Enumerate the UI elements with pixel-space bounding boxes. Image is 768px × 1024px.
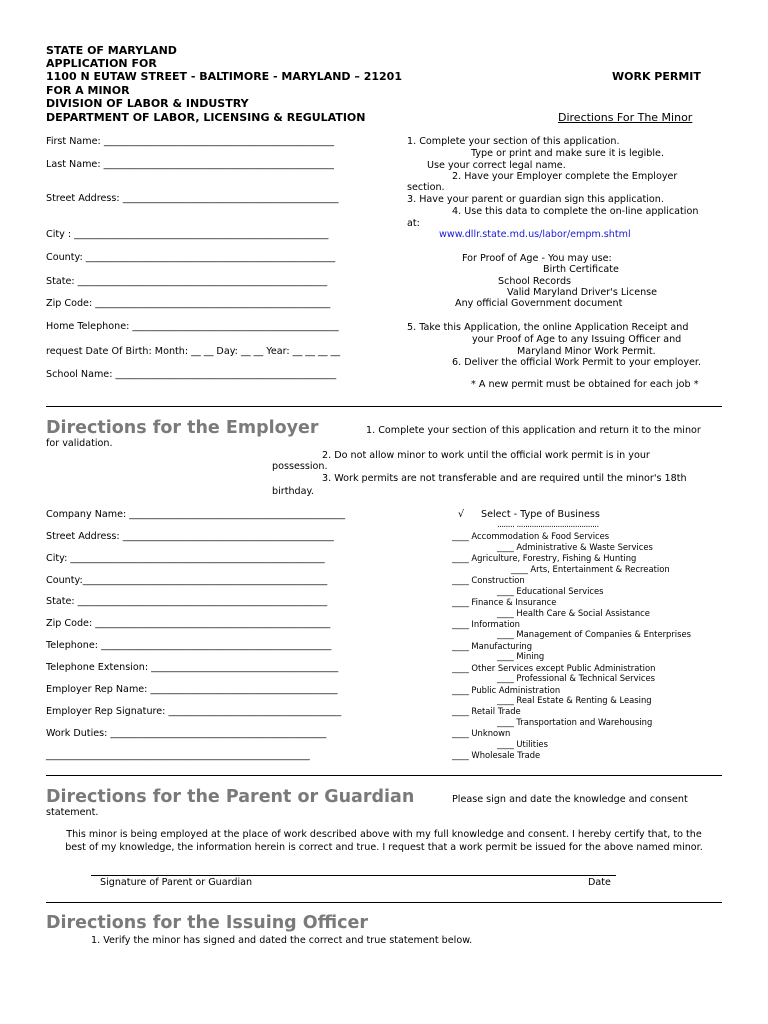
employer-rep-signature-field[interactable]: Employer Rep Signature: ____________________________________ [46, 706, 342, 717]
minor-zip-field[interactable]: Zip Code: _________________________________________________ [46, 298, 331, 309]
minor-step-1: 1. Complete your section of this application. [407, 136, 620, 147]
section-divider [46, 902, 722, 903]
section-divider [46, 406, 722, 407]
minor-step-1c: Use your correct legal name. [427, 160, 566, 171]
employer-state-field[interactable]: State: ____________________________________________________ [46, 596, 328, 607]
online-application-link[interactable]: www.dllr.state.md.us/labor/empm.shtml [439, 229, 631, 240]
minor-street-field[interactable]: Street Address: _____________________________________________ [46, 193, 339, 204]
parent-date-label: Date [588, 877, 611, 888]
employer-zip-field[interactable]: Zip Code: _________________________________________________ [46, 618, 331, 629]
minor-step-3: 3. Have your parent or guardian sign this application. [407, 194, 664, 205]
business-wholesale-trade[interactable]: ____ Wholesale Trade [452, 750, 541, 760]
header-department: DEPARTMENT OF LABOR, LICENSING & REGULATION [46, 111, 366, 124]
minor-city-field[interactable]: City : _____________________________________________________ [46, 229, 329, 240]
section-divider [46, 775, 722, 776]
consent-statement-line-1: This minor is being employed at the place of work described above with my full knowledge and consent. I hereby certify that, to the [66, 829, 702, 840]
proof-drivers-license: Valid Maryland Driver's License [507, 287, 658, 298]
minor-step-5: 5. Take this Application, the online Application Receipt and [407, 322, 689, 333]
school-name-field[interactable]: School Name: ______________________________________________ [46, 369, 337, 380]
first-name-field[interactable]: First Name: ________________________________________________ [46, 136, 335, 147]
business-administrative[interactable]: ____ Administrative & Waste Services [497, 542, 653, 552]
minor-step-4b: at: [407, 218, 420, 229]
home-telephone-field[interactable]: Home Telephone: ___________________________________________ [46, 321, 339, 332]
header-minor: FOR A MINOR [46, 84, 130, 97]
minor-step-2: 2. Have your Employer complete the Employer [452, 171, 678, 182]
employer-direction-1b: for validation. [46, 438, 113, 449]
business-finance[interactable]: ____ Finance & Insurance [452, 597, 557, 607]
business-utilities[interactable]: ____ Utilities [497, 739, 548, 749]
employer-county-field[interactable]: County:___________________________________________________ [46, 575, 328, 586]
business-information[interactable]: ____ Information [452, 619, 520, 629]
business-educational[interactable]: ____ Educational Services [497, 586, 604, 596]
business-title-dots: ........ ...................................... [497, 519, 599, 529]
work-duties-extra-line[interactable]: _______________________________________________________ [46, 750, 310, 761]
new-permit-note: * A new permit must be obtained for each job * [471, 379, 699, 390]
date-of-birth-field[interactable]: request Date Of Birth: Month: __ __ Day: __ __ Year: __ __ __ __ [46, 346, 341, 357]
business-real-estate[interactable]: ____ Real Estate & Renting & Leasing [497, 695, 652, 705]
employer-direction-3b: birthday. [272, 486, 314, 497]
business-unknown[interactable]: ____ Unknown [452, 728, 511, 738]
business-type-title: Select - Type of Business [481, 509, 600, 520]
company-name-field[interactable]: Company Name: _____________________________________________ [46, 509, 346, 520]
last-name-field[interactable]: Last Name: ________________________________________________ [46, 159, 334, 170]
minor-step-6: 6. Deliver the official Work Permit to your employer. [452, 357, 702, 368]
employer-street-field[interactable]: Street Address: ____________________________________________ [46, 531, 334, 542]
minor-step-5b: your Proof of Age to any Issuing Officer and [472, 334, 682, 345]
business-other-services[interactable]: ____ Other Services except Public Administration [452, 663, 656, 673]
proof-government-document: Any official Government document [455, 298, 623, 309]
minor-state-field[interactable]: State: ____________________________________________________ [46, 276, 328, 287]
business-manufacturing[interactable]: ____ Manufacturing [452, 641, 533, 651]
parent-section-title: Directions for the Parent or Guardian [46, 787, 415, 807]
business-transportation[interactable]: ____ Transportation and Warehousing [497, 717, 653, 727]
business-professional[interactable]: ____ Professional & Technical Services [497, 673, 656, 683]
business-management[interactable]: ____ Management of Companies & Enterprises [497, 629, 692, 639]
business-construction[interactable]: ____ Construction [452, 575, 525, 585]
employer-direction-1: 1. Complete your section of this application and return it to the minor [366, 425, 701, 436]
minor-directions-title: Directions For The Minor [558, 111, 693, 124]
employer-section-title: Directions for the Employer [46, 418, 319, 438]
employer-direction-2: 2. Do not allow minor to work until the official work permit is in your [322, 450, 650, 461]
officer-section-title: Directions for the Issuing Officer [46, 913, 369, 933]
header-state: STATE OF MARYLAND [46, 44, 177, 57]
proof-of-age-title: For Proof of Age - You may use: [462, 253, 612, 264]
officer-step-1: 1. Verify the minor has signed and dated the correct and true statement below. [91, 935, 473, 946]
parent-signature-label: Signature of Parent or Guardian [100, 877, 253, 888]
minor-step-5c: Maryland Minor Work Permit. [517, 346, 656, 357]
employer-telephone-field[interactable]: Telephone: ________________________________________________ [46, 640, 332, 651]
consent-statement-line-2: best of my knowledge, the information herein is correct and true. I request that a work permit be issued for the above named minor. [65, 842, 703, 853]
business-retail-trade[interactable]: ____ Retail Trade [452, 706, 521, 716]
header-division: DIVISION OF LABOR & INDUSTRY [46, 97, 249, 110]
parent-signature-line[interactable] [91, 875, 616, 876]
header-application: APPLICATION FOR [46, 57, 157, 70]
checkmark-icon: √ [458, 509, 465, 520]
employer-rep-name-field[interactable]: Employer Rep Name: _______________________________________ [46, 684, 338, 695]
work-duties-field[interactable]: Work Duties: _____________________________________________ [46, 728, 327, 739]
business-arts[interactable]: ____ Arts, Entertainment & Recreation [511, 564, 670, 574]
proof-school-records: School Records [498, 276, 572, 287]
employer-city-field[interactable]: City: _____________________________________________________ [46, 553, 325, 564]
parent-instruction-b: statement. [46, 807, 99, 818]
header-address: 1100 N EUTAW STREET - BALTIMORE - MARYLAND – 21201 [46, 70, 402, 83]
business-agriculture[interactable]: ____ Agriculture, Forestry, Fishing & Hunting [452, 553, 637, 563]
minor-step-1b: Type or print and make sure it is legible. [471, 148, 665, 159]
employer-direction-3: 3. Work permits are not transferable and are required until the minor's 18th [322, 473, 687, 484]
parent-instruction: Please sign and date the knowledge and consent [452, 794, 688, 805]
business-health-care[interactable]: ____ Health Care & Social Assistance [497, 608, 650, 618]
business-public-administration[interactable]: ____ Public Administration [452, 685, 561, 695]
employer-direction-2b: possession. [272, 461, 328, 472]
business-accommodation[interactable]: ____ Accommodation & Food Services [452, 531, 610, 541]
proof-birth-certificate: Birth Certificate [543, 264, 619, 275]
minor-county-field[interactable]: County: ____________________________________________________ [46, 252, 336, 263]
minor-step-2b: section. [407, 182, 445, 193]
minor-step-4: 4. Use this data to complete the on-line application [452, 206, 699, 217]
telephone-extension-field[interactable]: Telephone Extension: _______________________________________ [46, 662, 339, 673]
work-permit-title: WORK PERMIT [612, 70, 701, 83]
business-mining[interactable]: ____ Mining [497, 651, 545, 661]
